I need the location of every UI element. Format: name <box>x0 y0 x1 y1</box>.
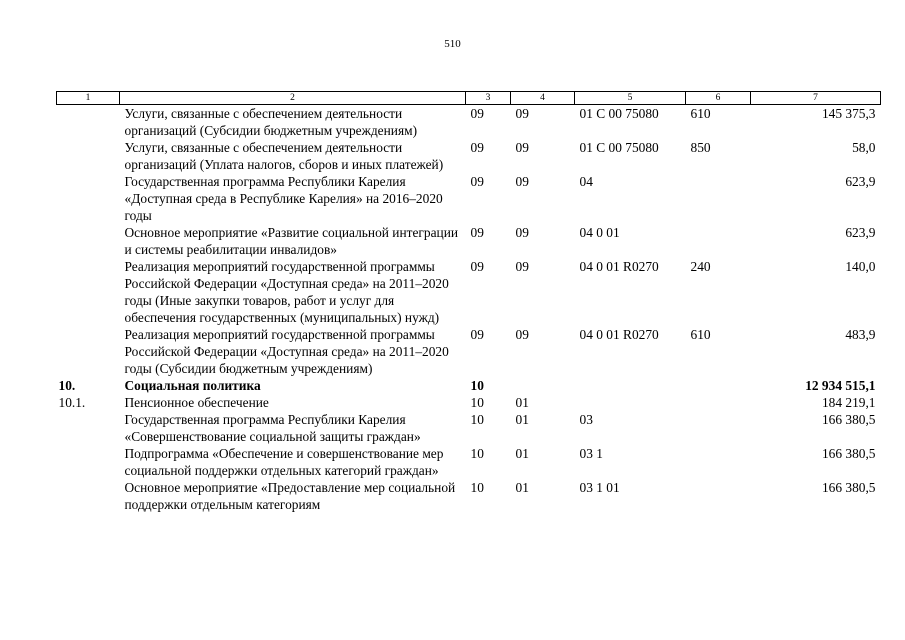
row-section-code: 09 <box>470 259 484 274</box>
row-section-code: 09 <box>470 174 484 189</box>
table-row <box>57 394 881 411</box>
row-name: Услуги, связанные с обеспечением деятельности организаций (Уплата налогов, сборов и иных платежей) <box>124 140 444 172</box>
row-section-code: 09 <box>470 225 484 240</box>
row-amount: 12 934 515,1 <box>805 378 876 393</box>
row-subsection-code: 09 <box>515 327 529 342</box>
row-number <box>57 139 120 173</box>
header-cell-7: 7 <box>751 92 881 105</box>
table-row <box>57 173 881 224</box>
page-number: 510 <box>444 38 461 50</box>
row-number: 10. <box>58 378 76 393</box>
row-number <box>57 445 120 479</box>
row-section-code: 09 <box>470 106 484 121</box>
table-row <box>57 445 881 479</box>
row-subsection-code <box>511 377 575 394</box>
row-subsection-code: 09 <box>515 174 529 189</box>
row-subsection-code: 01 <box>515 480 529 495</box>
row-target-article <box>575 377 686 394</box>
row-subsection-code: 09 <box>515 106 529 121</box>
row-target-article: 03 1 <box>579 446 603 461</box>
header-cell-5: 5 <box>575 92 686 105</box>
row-target-article: 01 С 00 75080 <box>579 140 659 155</box>
row-section-code: 10 <box>470 395 484 410</box>
row-amount: 166 380,5 <box>821 480 876 495</box>
table-body <box>57 105 881 514</box>
row-number <box>57 479 120 513</box>
row-number <box>57 258 120 326</box>
table-row <box>57 105 881 140</box>
row-target-article: 01 С 00 75080 <box>579 106 659 121</box>
row-name: Основное мероприятие «Предоставление мер социальной поддержки отдельным категориям <box>124 480 456 512</box>
row-expense-type <box>686 445 751 479</box>
row-expense-type: 610 <box>690 106 711 121</box>
row-expense-type: 240 <box>690 259 711 274</box>
row-name: Реализация мероприятий государственной программы Российской Федерации «Доступная среда» на 2011–2020 годы (Субсидии бюджетным учреждениям) <box>124 327 449 376</box>
row-section-code: 10 <box>470 412 484 427</box>
row-number <box>57 411 120 445</box>
row-number <box>57 326 120 377</box>
row-name: Основное мероприятие «Развитие социальной интеграции и системы реабилитации инвалидов» <box>124 225 459 257</box>
row-name: Услуги, связанные с обеспечением деятельности организаций (Субсидии бюджетным учреждениям) <box>124 106 418 138</box>
row-amount: 140,0 <box>845 259 876 274</box>
row-amount: 623,9 <box>845 174 876 189</box>
row-expense-type <box>686 224 751 258</box>
table-row <box>57 139 881 173</box>
row-target-article: 04 0 01 <box>579 225 620 240</box>
row-subsection-code: 09 <box>515 225 529 240</box>
header-cell-2: 2 <box>120 92 466 105</box>
row-expense-type <box>686 411 751 445</box>
row-target-article: 04 0 01 R0270 <box>579 259 659 274</box>
table-row <box>57 326 881 377</box>
row-subsection-code: 01 <box>515 412 529 427</box>
row-name: Социальная политика <box>124 378 261 393</box>
row-target-article: 04 <box>579 174 593 189</box>
row-number: 10.1. <box>58 395 86 410</box>
row-name: Реализация мероприятий государственной программы Российской Федерации «Доступная среда» на 2011–2020 годы (Иные закупки товаров, работ и услуг для обеспечения государственных (муниципальных) нужд) <box>124 259 449 325</box>
header-cell-3: 3 <box>466 92 511 105</box>
row-name: Подпрограмма «Обеспечение и совершенствование мер социальной поддержки отдельных категорий граждан» <box>124 446 444 478</box>
row-target-article <box>575 394 686 411</box>
row-section-code: 09 <box>470 327 484 342</box>
table-row <box>57 224 881 258</box>
row-expense-type <box>686 479 751 513</box>
header-cell-4: 4 <box>511 92 575 105</box>
row-number <box>57 105 120 140</box>
table-row <box>57 258 881 326</box>
row-amount: 145 375,3 <box>821 106 876 121</box>
row-name: Государственная программа Республики Карелия «Совершенствование социальной защиты граждан» <box>124 412 421 444</box>
row-expense-type: 850 <box>690 140 711 155</box>
row-target-article: 03 1 01 <box>579 480 620 495</box>
row-section-code: 10 <box>470 378 484 393</box>
row-expense-type <box>686 394 751 411</box>
header-cell-6: 6 <box>686 92 751 105</box>
row-amount: 184 219,1 <box>821 395 876 410</box>
row-section-code: 10 <box>470 480 484 495</box>
table-row <box>57 377 881 394</box>
row-subsection-code: 01 <box>515 446 529 461</box>
header-row <box>57 92 881 105</box>
row-amount: 483,9 <box>845 327 876 342</box>
row-name: Пенсионное обеспечение <box>124 395 269 410</box>
row-subsection-code: 09 <box>515 259 529 274</box>
row-subsection-code: 09 <box>515 140 529 155</box>
budget-table <box>56 91 881 513</box>
row-amount: 623,9 <box>845 225 876 240</box>
row-target-article: 04 0 01 R0270 <box>579 327 659 342</box>
row-number <box>57 173 120 224</box>
header-cell-1: 1 <box>57 92 120 105</box>
row-subsection-code: 01 <box>515 395 529 410</box>
row-amount: 58,0 <box>852 140 876 155</box>
row-target-article: 03 <box>579 412 593 427</box>
row-expense-type: 610 <box>690 327 711 342</box>
row-amount: 166 380,5 <box>821 446 876 461</box>
row-expense-type <box>686 173 751 224</box>
row-section-code: 10 <box>470 446 484 461</box>
row-number <box>57 224 120 258</box>
row-expense-type <box>686 377 751 394</box>
row-name: Государственная программа Республики Карелия «Доступная среда в Республике Карелия» на 2016–2020 годы <box>124 174 443 223</box>
table-row <box>57 411 881 445</box>
table-row <box>57 479 881 513</box>
row-amount: 166 380,5 <box>821 412 876 427</box>
row-section-code: 09 <box>470 140 484 155</box>
